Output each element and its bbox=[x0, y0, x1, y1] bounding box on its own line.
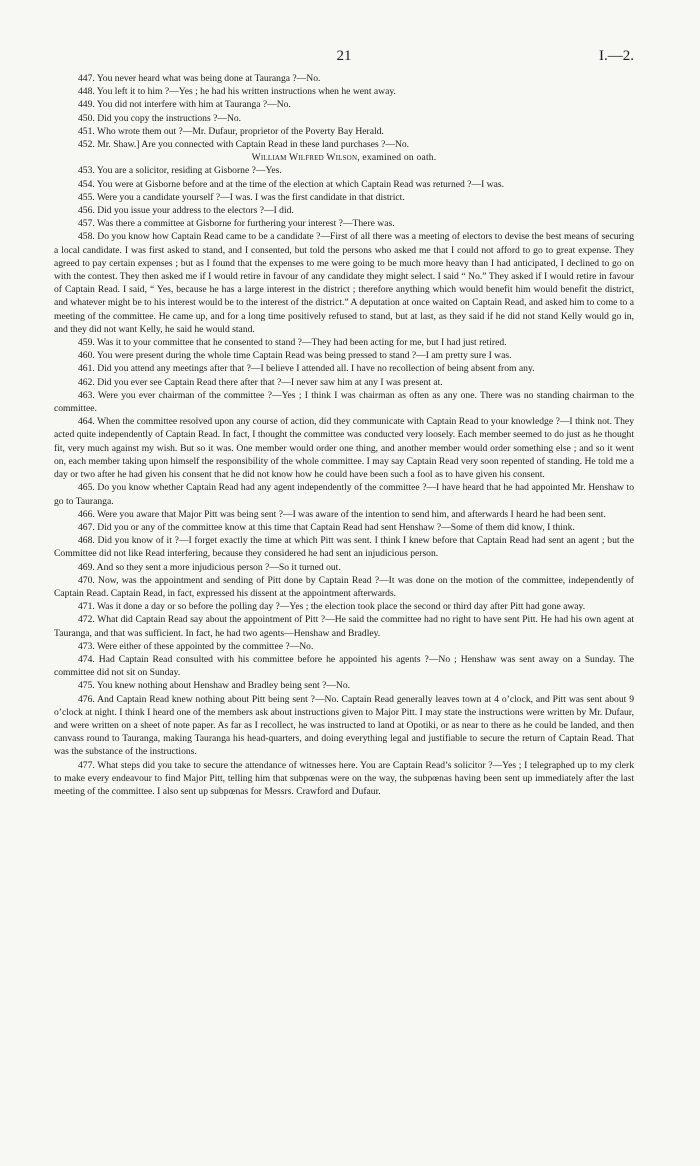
testimony-paragraph: 467. Did you or any of the committee know at this time that Captain Read had sent Henshaw ?—Some of them did know, I think. bbox=[78, 521, 575, 533]
witness-name: William Wilfred Wilson bbox=[251, 152, 358, 164]
testimony-paragraph: 459. Was it to your committee that he consented to stand ?—They had been acting for me, but I had just retired. bbox=[78, 337, 507, 349]
testimony-paragraph: 448. You left it to him ?—Yes ; he had his written instructions when he went away. bbox=[78, 86, 396, 98]
testimony-paragraph: 452. Mr. Shaw.] Are you connected with Captain Read in these land purchases ?—No. bbox=[78, 139, 410, 151]
testimony-paragraph: 449. You did not interfere with him at Tauranga ?—No. bbox=[78, 99, 291, 111]
testimony-paragraph: 451. Who wrote them out ?—Mr. Dufaur, proprietor of the Poverty Bay Herald. bbox=[78, 125, 384, 137]
testimony-paragraph: 462. Did you ever see Captain Read there after that ?—I never saw him at any I was present at. bbox=[78, 376, 443, 388]
paragraph-group-after bbox=[54, 164, 634, 798]
testimony-paragraph: 470. Now, was the appointment and sending of Pitt done by Captain Read ?—It was done on the motion of the committee, independently of Captain Read. Captain Read, in fact, expressed his dissent at the appointment afterwards. bbox=[54, 574, 634, 599]
witness-heading bbox=[54, 151, 634, 164]
testimony-paragraph: 458. Do you know how Captain Read came to be a candidate ?—First of all there was a meeting of electors to devise the best means of securing a local candidate. I was first asked to stand, and I consented, but told the persons who asked me that I could not afford to go to great expense. They agreed to pay certain expenses ; but as I found that the expenses to me were going to be much more heavy than I had anticipated, I declined to go on with the contest. They then asked me if I would retire in favour of any candidate they might select. I said “ No.” They asked if I would retire in favour of Captain Read. I said, “ Yes, because he has a large interest in the district ; therefore anything which would benefit him would benefit the district, and whatever might be to his interest would be to the interest of the district.” A deputation at once waited on Captain Read, and asked him to come to a meeting of the committee. He came up, and for a long time positively refused to stand, but at last, as they said if he did not stand Kelly would go in, and they did not want Kelly, he said he would stand. bbox=[54, 231, 634, 335]
testimony-paragraph: 454. You were at Gisborne before and at the time of the election at which Captain Read was returned ?—I was. bbox=[78, 178, 504, 190]
testimony-paragraph: 456. Did you issue your address to the electors ?—I did. bbox=[78, 205, 294, 217]
testimony-paragraph: 474. Had Captain Read consulted with his committee before he appointed his agents ?—No ; Henshaw was sent away on a Sunday. The committee did not sit on Sunday. bbox=[54, 653, 634, 679]
testimony-paragraph: 460. You were present during the whole time Captain Read was being pressed to stand ?—I am pretty sure I was. bbox=[78, 350, 512, 362]
testimony-paragraph: 457. Was there a committee at Gisborne for furthering your interest ?—There was. bbox=[78, 218, 395, 230]
testimony-paragraph: 475. You knew nothing about Henshaw and Bradley being sent ?—No. bbox=[78, 680, 351, 692]
testimony-paragraph: 477. What steps did you take to secure the attendance of witnesses here. You are Captain Read’s solicitor ?—Yes ; I telegraphed up to my clerk to make every endeavour to find Major Pitt, telling him that subpœnas were on the way, the subpœnas having been sent up immediately after the last meeting of the committee. I also sent up subpœnas for Messrs. Crawford and Dufaur. bbox=[54, 759, 634, 797]
page-number: 21 bbox=[336, 48, 352, 64]
testimony-paragraph: 461. Did you attend any meetings after that ?—I believe I attended all. I have no recollection of being absent from any. bbox=[78, 363, 535, 375]
testimony-paragraph: 468. Did you know of it ?—I forget exactly the time at which Pitt was sent. I think I knew before that Captain Read had sent an agent ; but the Committee did not like Read interfering, because they considered he had sent an injudicious person. bbox=[54, 535, 634, 560]
testimony-paragraph: 476. And Captain Read knew nothing about Pitt being sent ?—No. Captain Read generally leaves town at 4 o’clock, and Pitt was sent about 9 o’clock at night. I think I heard one of the members ask about instructions given to Major Pitt. I may state the instructions were written by Mr. Dufaur, and were written on a sheet of note paper. As far as I recollect, he was instructed to land at Opotiki, or as near to there as he could be landed, and then canvass round to Tauranga, making Tauranga his head-quarters, and doing everything legal and justifiable to secure the return of Captain Read. That was the substance of the instructions. bbox=[54, 693, 634, 758]
testimony-paragraph: 465. Do you know whether Captain Read had any agent independently of the committee ?—I have heard that he had appointed Mr. Henshaw to go to Tauranga. bbox=[54, 482, 634, 507]
testimony-paragraph: 466. Were you aware that Major Pitt was being sent ?—I was aware of the intention to send him, and afterwards I heard he had been sent. bbox=[78, 508, 606, 520]
testimony-paragraph: 455. Were you a candidate yourself ?—I was. I was the first candidate in that district. bbox=[78, 191, 405, 203]
witness-suffix: , examined on oath. bbox=[357, 152, 437, 164]
testimony-paragraph: 450. Did you copy the instructions ?—No. bbox=[78, 112, 242, 124]
testimony-paragraph: 471. Was it done a day or so before the polling day ?—Yes ; the election took place the second or third day after Pitt had gone away. bbox=[78, 601, 586, 613]
testimony-paragraph: 464. When the committee resolved upon any course of action, did they communicate with Captain Read to your knowledge ?—I think not. They acted quite independently of Captain Read. In fact, I thought the committee was conducted very loosely. Each member seemed to do just as he thought fit, very much against my wish. But so it was. One member would order one thing, and another member would order something else ; and so it went on, each member taking upon himself the responsibility of the whole committee. I may say Captain Read very soon repented of standing. He told me a day or two after he had given his consent that he did not know how he could have been such a fool as to have given his consent. bbox=[54, 416, 634, 481]
document-reference: I.—2. bbox=[599, 48, 634, 64]
testimony-paragraph: 472. What did Captain Read say about the appointment of Pitt ?—He said the committee had no right to have sent Pitt. He had his own agent at Tauranga, and that was sufficient. In fact, he had two agents—Henshaw and Bradley. bbox=[54, 614, 634, 639]
testimony-paragraph: 473. Were either of these appointed by the committee ?—No. bbox=[78, 640, 314, 652]
testimony-paragraph: 453. You are a solicitor, residing at Gisborne ?—Yes. bbox=[78, 165, 282, 177]
document-body bbox=[54, 72, 634, 798]
testimony-paragraph: 463. Were you ever chairman of the committee ?—Yes ; I think I was chairman as often as any one. There was no standing chairman to the committee. bbox=[54, 389, 634, 415]
testimony-paragraph: 469. And so they sent a more injudicious person ?—So it turned out. bbox=[78, 561, 341, 573]
testimony-paragraph: 447. You never heard what was being done at Tauranga ?—No. bbox=[78, 73, 321, 84]
page-header bbox=[54, 40, 634, 62]
paragraph-group-before bbox=[54, 72, 634, 151]
